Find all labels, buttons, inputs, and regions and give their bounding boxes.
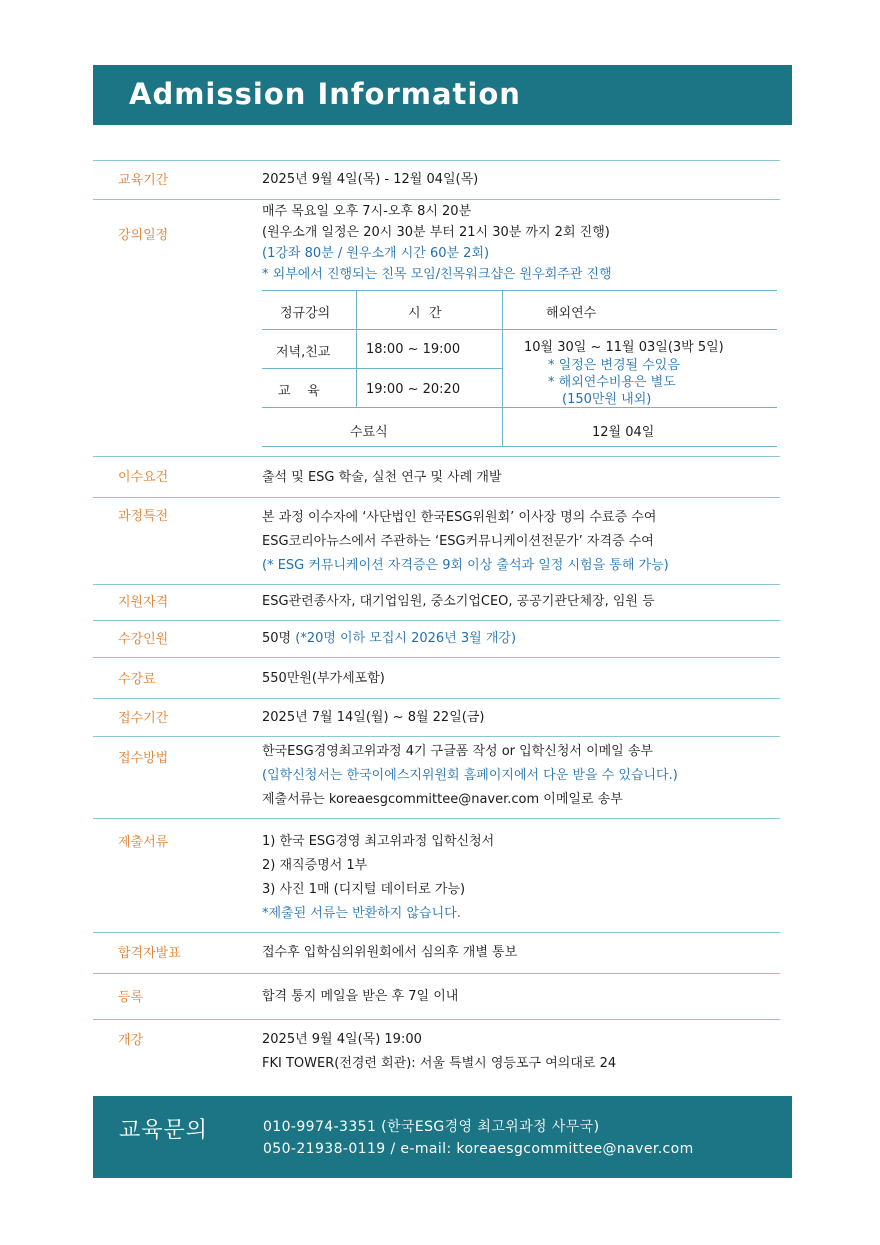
schedule-line: 매주 목요일 오후 7시-오후 8시 20분 — [262, 204, 472, 219]
table-row-time: 19:00 ~ 20:20 — [366, 382, 461, 397]
row-label-announcement: 합격자발표 — [118, 946, 181, 961]
row-divider — [93, 456, 780, 457]
row-label-fee: 수강료 — [118, 672, 156, 687]
row-label-application-period: 접수기간 — [118, 711, 169, 726]
table-rule — [262, 329, 777, 330]
documents-line: *제출된 서류는 반환하지 않습니다. — [262, 906, 461, 921]
row-divider — [93, 973, 780, 974]
row-divider — [93, 736, 780, 737]
table-header-time: 시 간 — [408, 306, 442, 321]
method-line: 한국ESG경영최고위과정 4기 구글폼 작성 or 입학신청서 이메일 송부 — [262, 744, 653, 759]
schedule-table — [262, 290, 777, 446]
completion-date: 12월 04일 — [592, 425, 655, 440]
table-rule — [262, 368, 502, 369]
capacity-note: (*20명 이하 모집시 2026년 3월 개강) — [295, 631, 517, 646]
row-content-capacity — [262, 627, 516, 651]
method-line: 제출서류는 koreaesgcommittee@naver.com 이메일로 송부 — [262, 792, 623, 807]
table-row-time: 18:00 ~ 19:00 — [366, 342, 461, 357]
contact-email-line: 050-21938-0119 / e-mail: koreaesgcommittee@naver.com — [263, 1141, 694, 1157]
table-rule — [262, 446, 777, 447]
contact-footer — [93, 1096, 792, 1178]
row-label-documents: 제출서류 — [118, 835, 169, 850]
schedule-line: (1강좌 80분 / 원우소개 시간 60분 2회) — [262, 246, 490, 261]
method-line: (입학신청서는 한국이에스지위원회 홈페이지에서 다운 받을 수 있습니다.) — [262, 768, 678, 783]
documents-line: 3) 사진 1매 (디지털 데이터로 가능) — [262, 882, 466, 897]
benefits-line: (* ESG 커뮤니케이션 자격증은 9회 이상 출석과 일정 시험을 통해 가능) — [262, 558, 669, 573]
row-content-announcement — [262, 941, 517, 965]
row-label-capacity: 수강인원 — [118, 632, 169, 647]
row-divider — [93, 698, 780, 699]
schedule-line: (원우소개 일정은 20시 30분 부터 21시 30분 까지 2회 진행) — [262, 225, 610, 240]
fee-text: 550만원(부가세포함) — [262, 671, 385, 686]
opening-line: FKI TOWER(전경련 회관): 서울 특별시 영등포구 여의대로 24 — [262, 1056, 617, 1071]
row-content-application-method — [262, 740, 678, 812]
row-divider — [93, 657, 780, 658]
row-divider — [93, 497, 780, 498]
row-label-schedule: 강의일정 — [118, 228, 169, 243]
table-header-overseas: 해외연수 — [546, 306, 597, 321]
row-label-eligibility: 지원자격 — [118, 595, 169, 610]
row-content-schedule — [262, 200, 612, 287]
period-text: 2025년 9월 4일(목) - 12월 04일(목) — [262, 172, 479, 187]
row-content-documents — [262, 830, 494, 926]
requirements-text: 출석 및 ESG 학술, 실천 연구 및 사례 개발 — [262, 470, 502, 485]
row-content-fee — [262, 667, 385, 691]
documents-line: 2) 재직증명서 1부 — [262, 858, 368, 873]
overseas-date: 10월 30일 ~ 11월 03일(3박 5일) — [524, 340, 724, 355]
row-content-period — [262, 168, 478, 192]
row-divider — [93, 818, 780, 819]
row-divider — [93, 932, 780, 933]
announcement-text: 접수후 입학심의위원회에서 심의후 개별 통보 — [262, 945, 518, 960]
row-divider — [93, 160, 780, 161]
page-title: Admission Information — [129, 77, 521, 111]
table-rule — [262, 290, 777, 291]
table-rule — [356, 290, 357, 407]
application-period-text: 2025년 7월 14일(월) ~ 8월 22일(금) — [262, 710, 485, 725]
row-content-eligibility — [262, 590, 655, 614]
benefits-line: 본 과정 이수자에 ‘사단법인 한국ESG위원회’ 이사장 명의 수료증 수여 — [262, 510, 657, 525]
completion-label: 수료식 — [350, 425, 388, 440]
table-row-name: 저녁,친교 — [276, 345, 331, 360]
row-divider — [93, 1019, 780, 1020]
overseas-note: * 해외연수비용은 별도 — [548, 375, 676, 390]
row-label-benefits: 과정특전 — [118, 509, 169, 524]
contact-title: 교육문의 — [119, 1118, 209, 1143]
row-label-registration: 등록 — [118, 990, 144, 1005]
table-rule — [502, 290, 503, 446]
overseas-note: * 일정은 변경될 수있음 — [548, 358, 680, 373]
row-content-application-period — [262, 706, 484, 730]
row-label-application-method: 접수방법 — [118, 751, 169, 766]
table-row-name: 교 육 — [278, 384, 320, 399]
capacity-text: 50명 — [262, 631, 292, 646]
row-divider — [93, 584, 780, 585]
documents-line: 1) 한국 ESG경영 최고위과정 입학신청서 — [262, 834, 495, 849]
registration-text: 합격 통지 메일을 받은 후 7일 이내 — [262, 989, 459, 1004]
overseas-note: (150만원 내외) — [562, 392, 652, 407]
header-banner — [93, 65, 792, 125]
benefits-line: ESG코리아뉴스에서 주관하는 ‘ESG커뮤니케이션전문가’ 자격증 수여 — [262, 534, 654, 549]
row-divider — [93, 620, 780, 621]
eligibility-text: ESG관련종사자, 대기업임원, 중소기업CEO, 공공기관단체장, 임원 등 — [262, 594, 655, 609]
row-content-requirements — [262, 466, 502, 490]
table-rule — [262, 407, 777, 408]
opening-line: 2025년 9월 4일(목) 19:00 — [262, 1032, 422, 1047]
row-label-requirements: 이수요건 — [118, 470, 169, 485]
row-content-benefits — [262, 506, 669, 578]
row-label-opening: 개강 — [118, 1033, 144, 1048]
table-header-class: 정규강의 — [280, 306, 331, 321]
contact-phone-line: 010-9974-3351 (한국ESG경영 최고위과정 사무국) — [263, 1119, 600, 1135]
row-label-period: 교육기간 — [118, 173, 169, 188]
row-content-opening — [262, 1028, 616, 1076]
schedule-line: * 외부에서 진행되는 친목 모임/친목워크샵은 원우회주관 진행 — [262, 267, 612, 282]
row-content-registration — [262, 985, 458, 1009]
